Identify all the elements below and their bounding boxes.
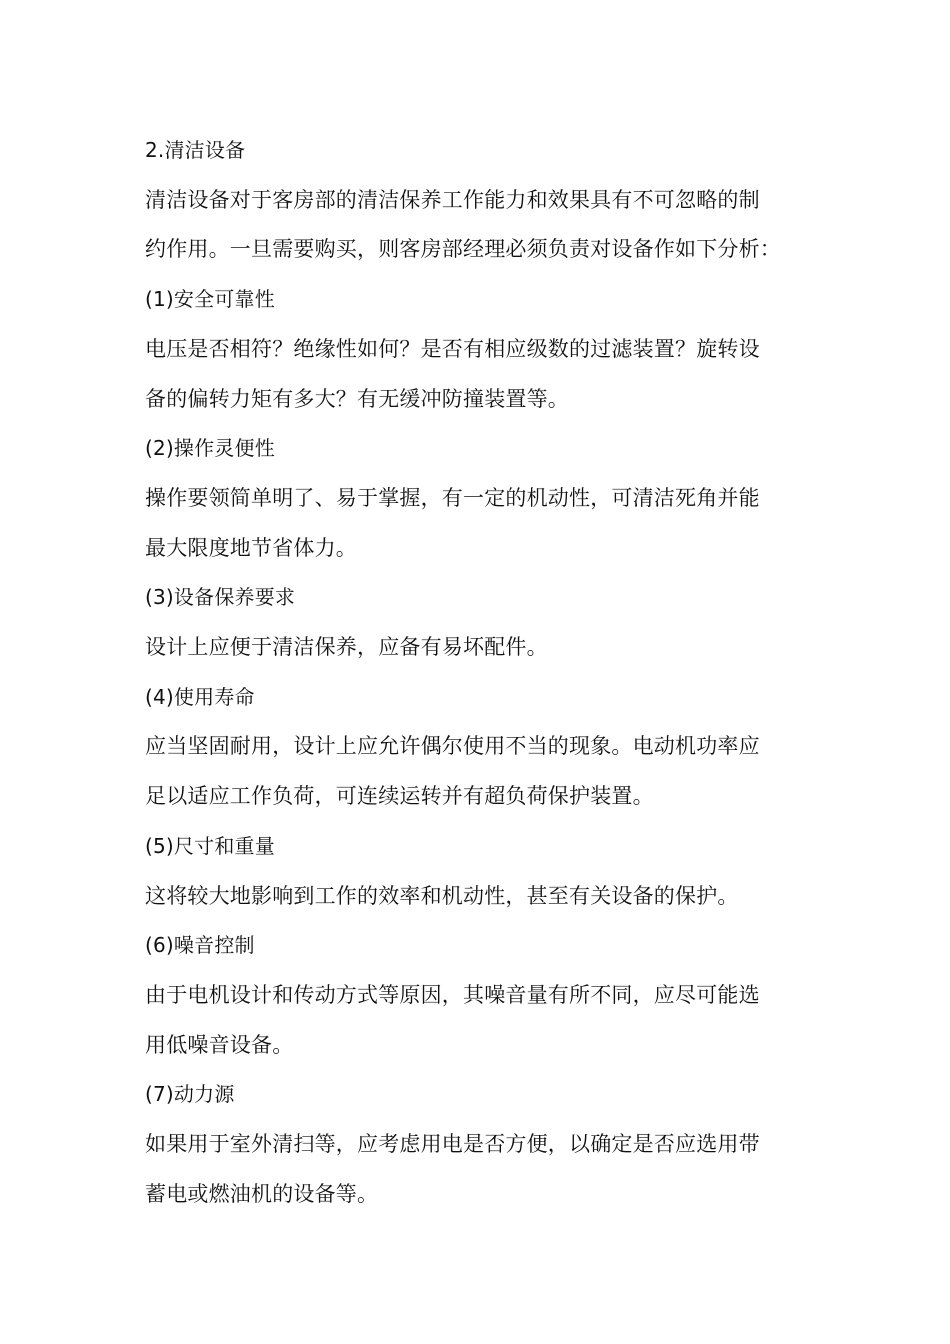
item-heading: (7)动力源 bbox=[145, 1082, 235, 1107]
item-heading: (5)尺寸和重量 bbox=[145, 833, 275, 858]
item-lifespan bbox=[145, 673, 810, 822]
item-heading: (4)使用寿命 bbox=[145, 684, 255, 709]
item-text-line: 备的偏转力矩有多大？有无缓冲防撞装置等。 bbox=[145, 386, 569, 411]
document-body bbox=[145, 126, 810, 1219]
item-text-line: 设计上应便于清洁保养，应备有易坏配件。 bbox=[145, 635, 548, 660]
item-size-weight bbox=[145, 822, 810, 921]
item-heading: (3)设备保养要求 bbox=[145, 585, 296, 610]
item-power-source bbox=[145, 1070, 810, 1219]
intro-line: 约作用。一旦需要购买，则客房部经理必须负责对设备作如下分析： bbox=[145, 237, 781, 262]
item-text-line: 由于电机设计和传动方式等原因，其噪音量有所不同，应尽可能选 bbox=[145, 982, 760, 1007]
item-maintenance bbox=[145, 573, 810, 672]
item-noise bbox=[145, 921, 810, 1070]
item-text-line: 操作要领简单明了、易于掌握，有一定的机动性，可清洁死角并能 bbox=[145, 485, 760, 510]
item-operation bbox=[145, 424, 810, 573]
item-safety bbox=[145, 275, 810, 424]
item-text-line: 电压是否相符？绝缘性如何？是否有相应级数的过滤装置？旋转设 bbox=[145, 336, 760, 361]
item-text-line: 如果用于室外清扫等，应考虑用电是否方便，以确定是否应选用带 bbox=[145, 1132, 760, 1157]
item-heading: (1)安全可靠性 bbox=[145, 287, 275, 312]
item-heading: (6)噪音控制 bbox=[145, 933, 255, 958]
item-text-line: 最大限度地节省体力。 bbox=[145, 535, 357, 560]
item-text-line: 这将较大地影响到工作的效率和机动性，甚至有关设备的保护。 bbox=[145, 883, 739, 908]
item-text-line: 用低噪音设备。 bbox=[145, 1032, 294, 1057]
section-title: 2.清洁设备 bbox=[145, 138, 246, 162]
item-text-line: 蓄电或燃油机的设备等。 bbox=[145, 1181, 379, 1206]
intro-line: 清洁设备对于客房部的清洁保养工作能力和效果具有不可忽略的制 bbox=[145, 187, 760, 212]
item-heading: (2)操作灵便性 bbox=[145, 436, 275, 461]
item-text-line: 足以适应工作负荷，可连续运转并有超负荷保护装置。 bbox=[145, 784, 654, 809]
item-text-line: 应当坚固耐用，设计上应允许偶尔使用不当的现象。电动机功率应 bbox=[145, 734, 760, 759]
intro-paragraph bbox=[145, 176, 810, 275]
